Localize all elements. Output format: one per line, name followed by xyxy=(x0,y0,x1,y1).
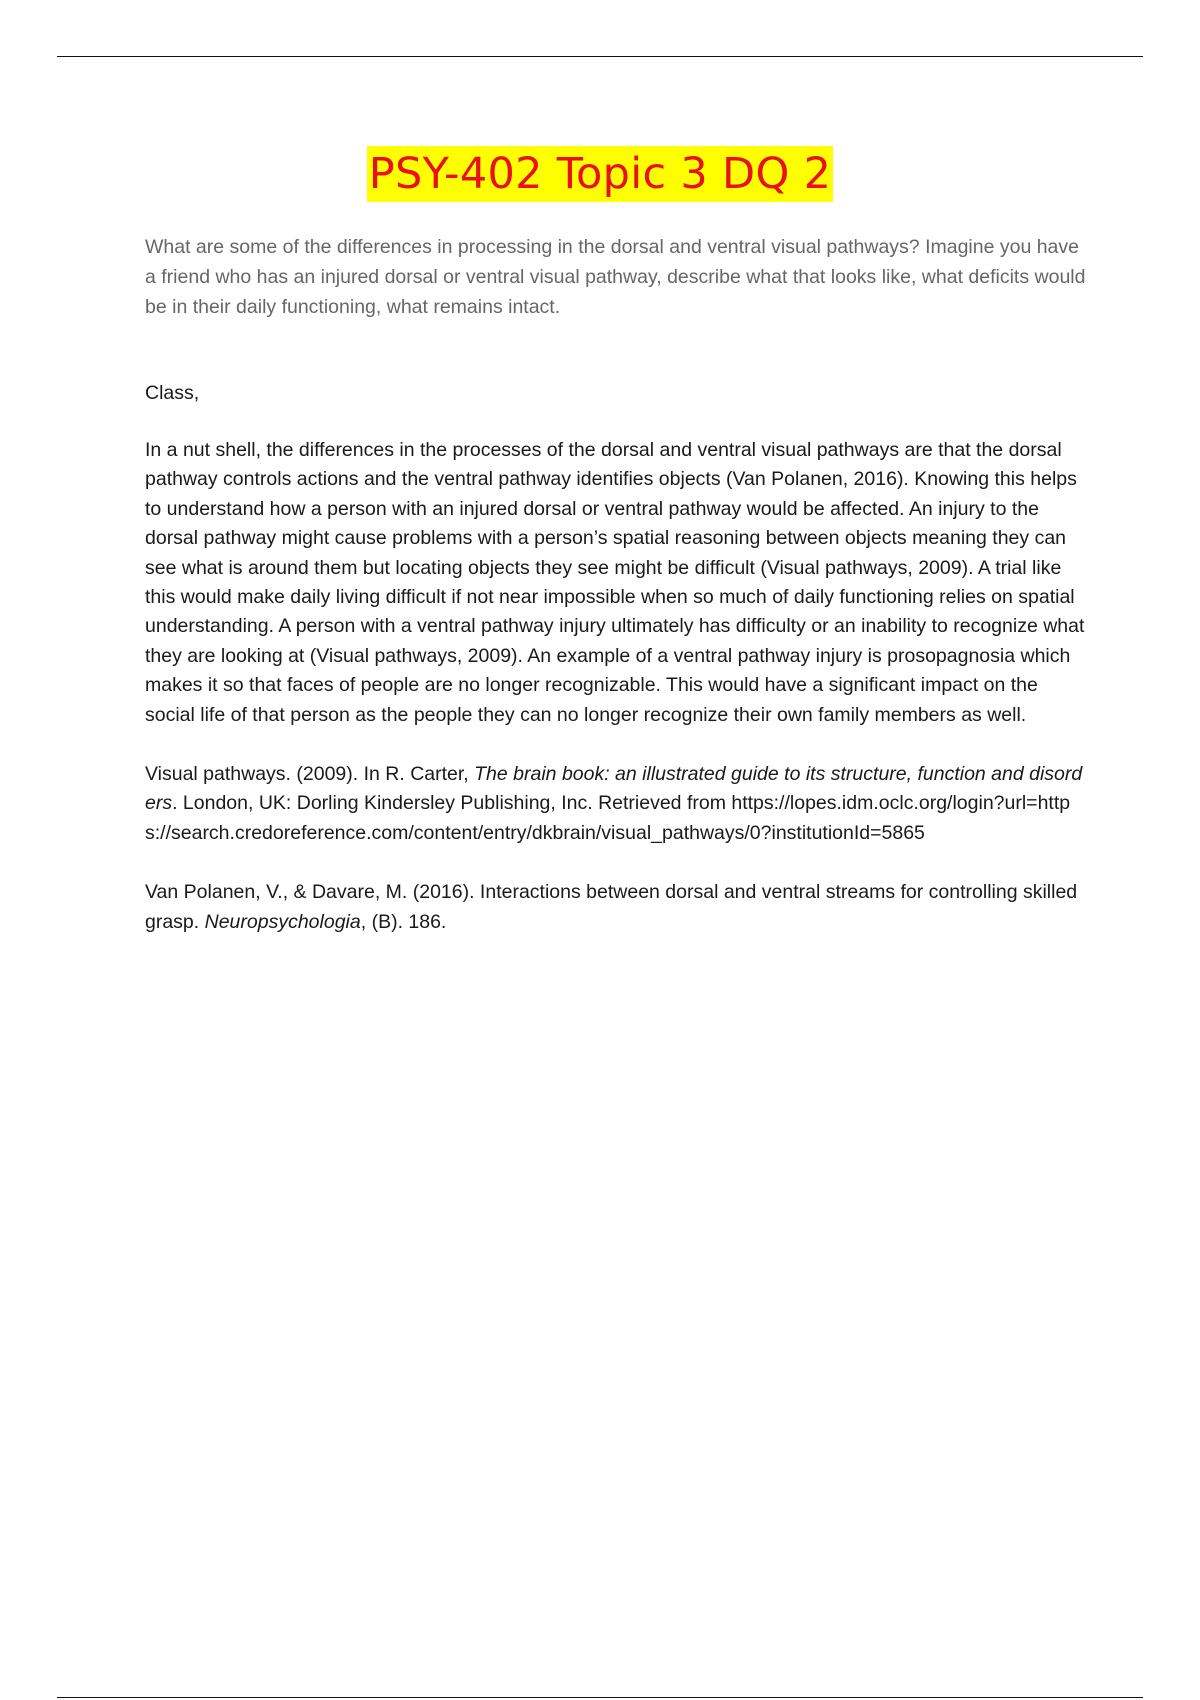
reference-text: Van Polanen, V., & Davare, M. (2016). Interactions between dorsal and ventral streams for controlling skilled grasp. xyxy=(145,881,1078,933)
salutation: Class, xyxy=(145,382,200,404)
response-paragraph: In a nut shell, the differences in the processes of the dorsal and ventral visual pathways are that the dorsal pathway controls actions and the ventral pathway identifies objects (Van Polanen, 2016). Knowing this helps to understand how a person with an injured dorsal or ventral pathway would be affected. An injury to the dorsal pathway might cause problems with a person’s spatial reasoning between objects meaning they can see what is around them but locating objects they see might be difficult (Visual pathways, 2009). A trial like this would make daily living difficult if not near impossible when so much of daily functioning relies on spatial understanding. A person with a ventral pathway injury ultimately has difficulty or an inability to recognize what they are looking at (Visual pathways, 2009). An example of a ventral pathway injury is prosopagnosia which makes it so that faces of people are no longer recognizable. This would have a significant impact on the social life of that person as the people they can no longer recognize their own family members as well. xyxy=(145,439,1085,726)
footer-rule xyxy=(57,1697,1143,1698)
header-rule xyxy=(57,56,1143,57)
discussion-prompt: What are some of the differences in processing in the dorsal and ventral visual pathways? Imagine you have a friend who has an injured dorsal or ventral visual pathway, describe what that looks like, what deficits would be in their daily functioning, what remains intact. xyxy=(145,236,1086,318)
reference-text: Visual pathways. (2009). In R. Carter, xyxy=(145,763,475,786)
reference-italic-title: Neuropsychologia xyxy=(204,910,361,933)
document-title: PSY-402 Topic 3 DQ 2 xyxy=(367,146,833,202)
reference-text: . London, UK: Dorling Kindersley Publishing, Inc. Retrieved from https://lopes.idm.oclc.org/login?url=https://search.credoreference.com/content/entry/dkbrain/visual_pathways/0?institutionId=5865 xyxy=(145,792,1071,844)
document-body xyxy=(145,232,1090,937)
title-block xyxy=(0,146,1200,202)
reference-van-polanen xyxy=(145,878,1090,937)
reference-visual-pathways xyxy=(145,760,1090,848)
reference-text: , (B). 186. xyxy=(360,910,447,933)
reference-italic-title: The brain book: an illustrated guide to its structure, function and disorders xyxy=(145,763,1083,815)
